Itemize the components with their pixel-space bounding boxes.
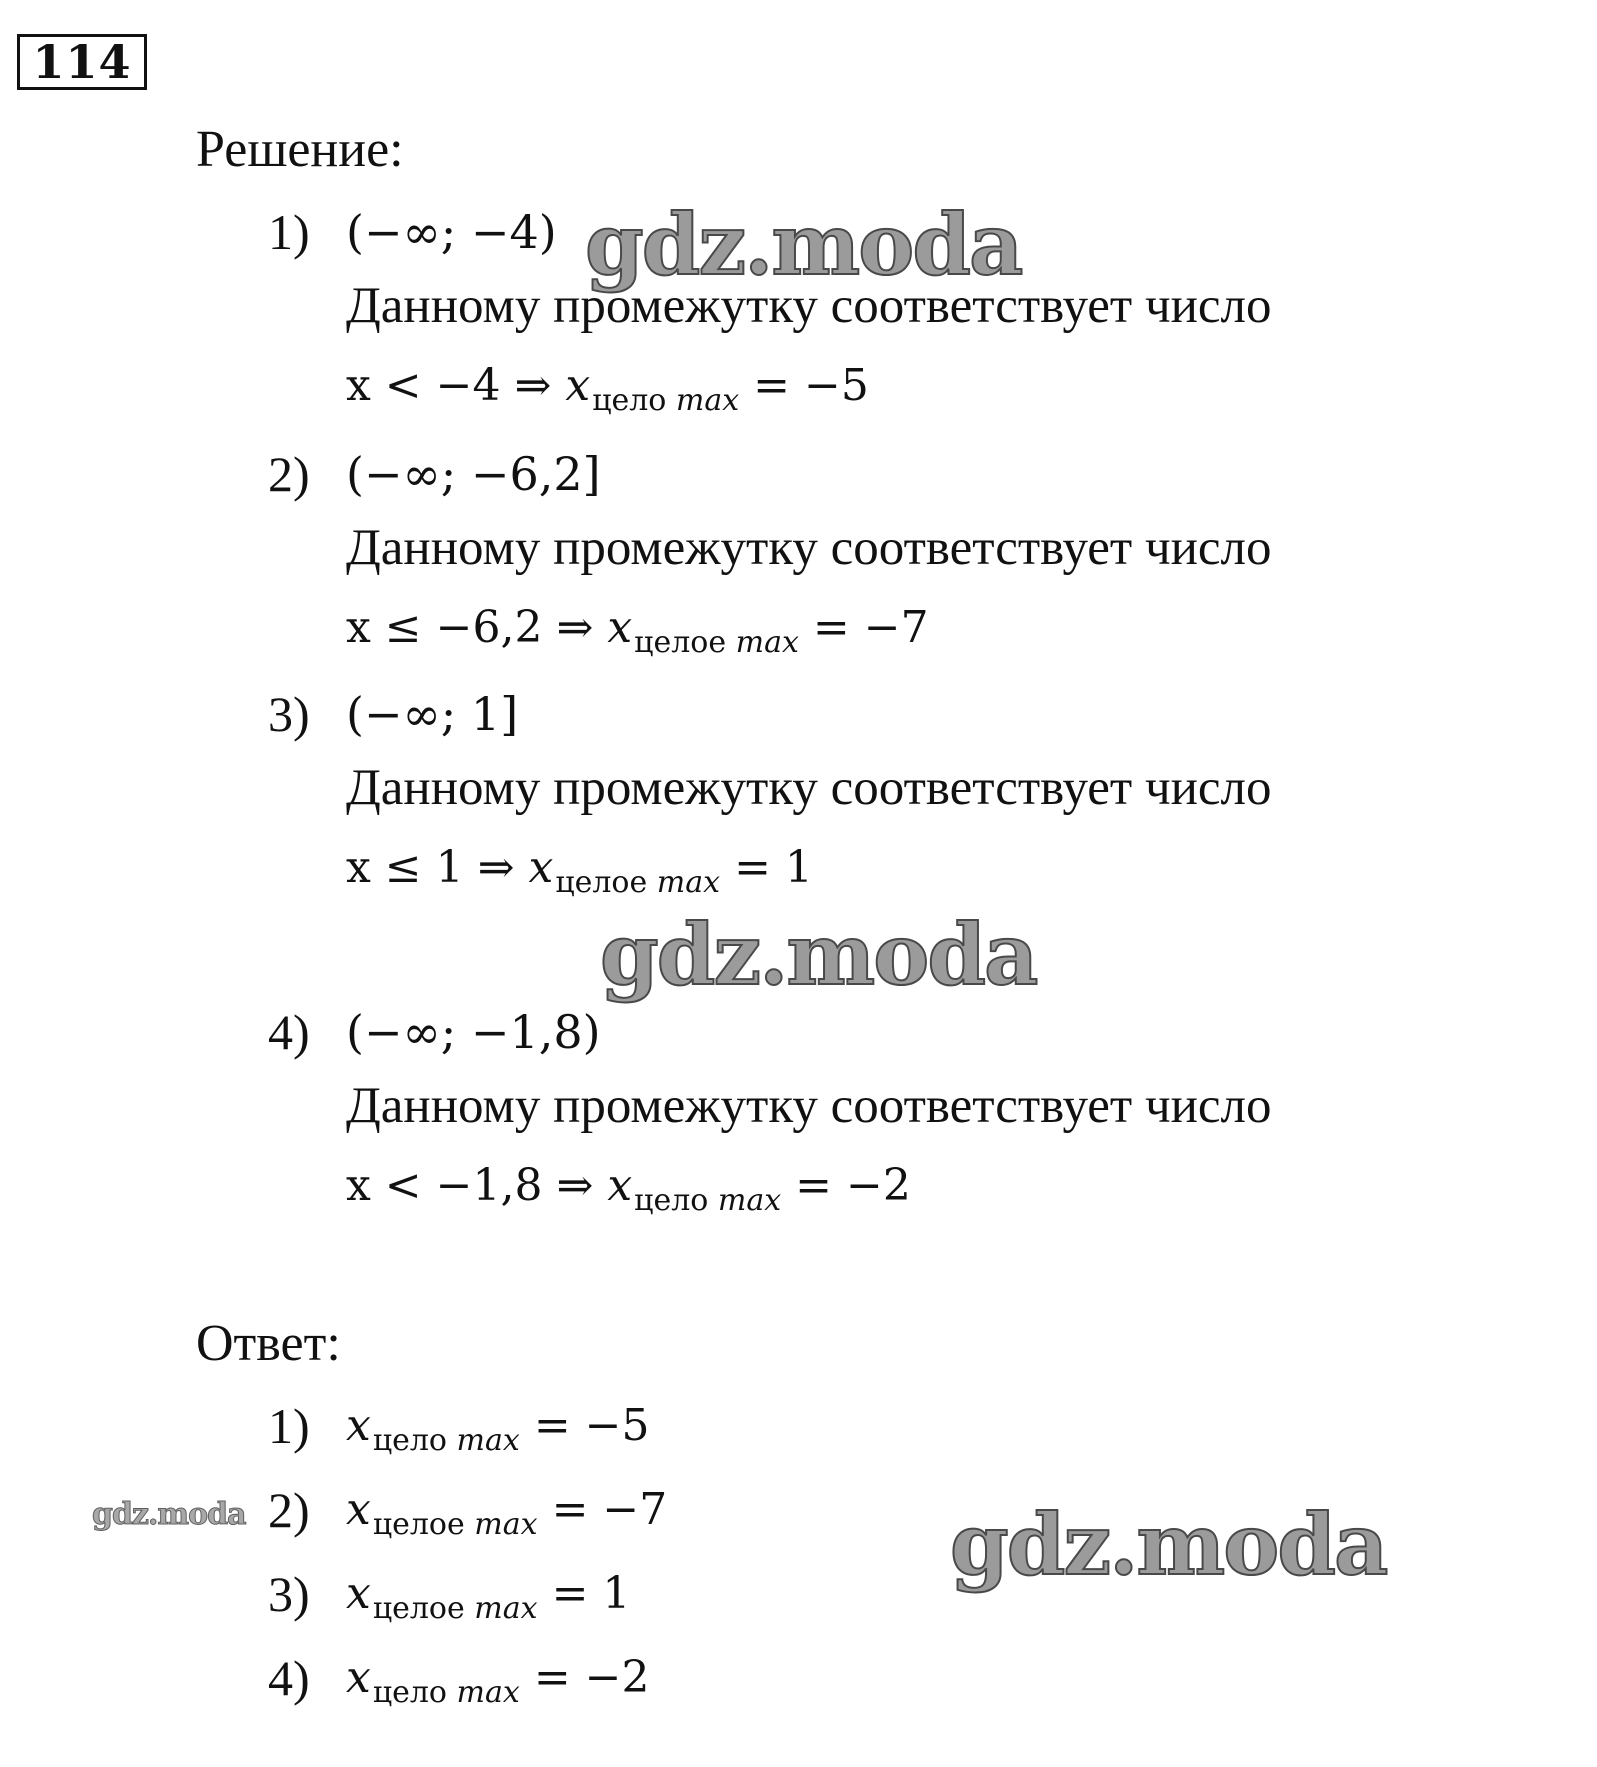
item-2-description: Данному промежутку соответствует число bbox=[346, 520, 1272, 576]
item-4-condition: x < −1,8 ⇒ bbox=[346, 1160, 608, 1211]
item-3-formula bbox=[346, 838, 813, 903]
item-4-formula bbox=[346, 1156, 911, 1221]
item-1-number: 1) bbox=[268, 204, 310, 260]
item-1-subscript: цело max bbox=[592, 383, 740, 418]
answer-heading: Ответ: bbox=[196, 1315, 341, 1372]
watermark-2: gdz.moda bbox=[600, 905, 1037, 1004]
item-2-interval: (−∞; −6,2] bbox=[346, 447, 601, 501]
item-2-var: x bbox=[607, 602, 633, 653]
item-4-description: Данному промежутку соответствует число bbox=[346, 1078, 1272, 1134]
answer-4-number: 4) bbox=[268, 1650, 310, 1706]
item-4-number: 4) bbox=[268, 1004, 310, 1060]
item-4-var: x bbox=[607, 1160, 633, 1211]
item-1-description: Данному промежутку соответствует число bbox=[346, 278, 1272, 334]
answer-3-number: 3) bbox=[268, 1566, 310, 1622]
watermark-4: gdz.moda bbox=[950, 1495, 1387, 1594]
item-4-subscript: цело max bbox=[634, 1183, 782, 1218]
answer-1-number: 1) bbox=[268, 1398, 310, 1454]
item-3-condition: x ≤ 1 ⇒ bbox=[346, 842, 529, 893]
item-3-result: = 1 bbox=[734, 842, 813, 893]
item-3-description: Данному промежутку соответствует число bbox=[346, 760, 1272, 816]
item-3-number: 3) bbox=[268, 686, 310, 742]
item-3-subscript: целое max bbox=[555, 865, 721, 900]
item-2-subscript: целое max bbox=[634, 625, 799, 660]
answer-4-formula: $x_{цело max} = -2$ bbox=[346, 1652, 650, 1710]
solution-heading: Решение: bbox=[196, 121, 404, 178]
answer-1-formula: $x_{цело max} = -5$ bbox=[346, 1400, 650, 1458]
item-1-condition: x < −4 ⇒ bbox=[346, 360, 566, 411]
answer-2-formula: $x_{целое max} = -7$ bbox=[346, 1484, 668, 1542]
item-3-var: x bbox=[528, 842, 554, 893]
item-4-result: = −2 bbox=[795, 1160, 911, 1211]
watermark-3: gdz.moda bbox=[92, 1497, 246, 1532]
item-1-formula bbox=[346, 356, 869, 421]
item-2-result: = −7 bbox=[812, 602, 929, 653]
item-3-interval: (−∞; 1] bbox=[346, 687, 519, 741]
item-2-number: 2) bbox=[268, 446, 310, 502]
item-1-var: x bbox=[565, 360, 591, 411]
answer-3-formula: $x_{целое max} = 1$ bbox=[346, 1568, 631, 1626]
item-1-result: = −5 bbox=[753, 360, 869, 411]
item-2-condition: x ≤ −6,2 ⇒ bbox=[346, 602, 608, 653]
watermark-1: gdz.moda bbox=[585, 195, 1022, 294]
item-2-formula bbox=[346, 598, 929, 663]
problem-number: 114 bbox=[17, 34, 147, 90]
answer-2-number: 2) bbox=[268, 1482, 310, 1538]
item-1-interval: (−∞; −4) bbox=[346, 205, 557, 259]
item-4-interval: (−∞; −1,8) bbox=[346, 1005, 601, 1059]
